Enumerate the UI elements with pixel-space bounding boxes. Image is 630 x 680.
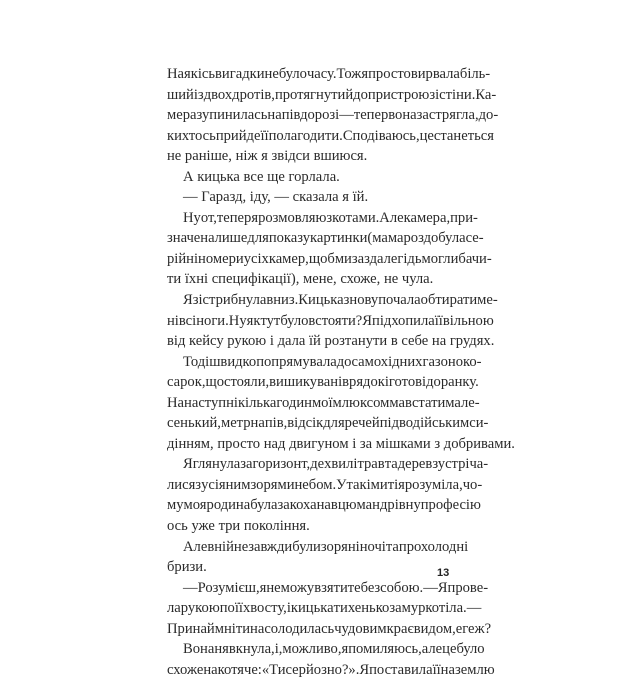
word: Сподіваюсь, [342,127,420,144]
text-line [167,249,492,270]
word: На [167,394,185,411]
word: хвилі [324,456,358,473]
word: се- [465,230,484,247]
word: вільною [442,312,494,329]
text-line [167,495,481,516]
word: от, [200,209,217,226]
word: ні [167,312,179,329]
word: ти [235,620,251,637]
word: Ну [183,209,201,226]
word: горизонт, [252,456,311,473]
word: біль- [459,66,491,82]
word: зупинилась [196,107,268,124]
word: Тоді [183,353,210,370]
word: півдорозі [281,107,340,124]
word: з [374,579,381,596]
word: камера, [403,209,451,226]
word: було [278,66,307,82]
word: зістрибнула [192,292,267,309]
word: Ка- [475,86,497,103]
word: було [456,641,485,658]
word: (мама [367,230,404,247]
word: трав [357,456,385,473]
word: прохолодні [398,538,469,555]
word: ла [167,600,181,617]
word: і, [274,641,283,658]
word: Але [379,209,404,226]
text-line [167,85,497,106]
word: не [266,579,281,596]
word: серйозно?». [285,661,360,678]
word: зоряні [320,538,360,555]
text-line [167,331,495,352]
word: це [419,127,434,144]
word: всі [178,312,197,329]
word: моя [183,497,207,514]
word: ж? [474,620,492,637]
word: в [207,538,215,555]
text-line [167,167,463,188]
word: часу. [306,66,337,82]
line-text: не раніше, ніж я звідси вшиюся. [167,148,368,165]
text-line [167,64,491,85]
word: було [280,312,309,329]
word: на [203,661,218,678]
word: пристрою [367,86,430,103]
word: наступні [184,394,238,411]
word: усіх [243,250,269,267]
word: рядок [349,374,385,391]
word: Вона [183,641,215,658]
word: швидко [209,353,257,370]
page-number: 13 [437,567,450,579]
line-text: від кейсу рукою і дала їй розтанути в себе на грудях. [167,333,495,350]
text-line [167,393,480,414]
word: можу [280,579,315,596]
word: і [384,374,389,391]
word: на [440,661,455,678]
word: де [310,456,325,473]
word: — [423,579,438,596]
word: Я [362,312,373,329]
word: зі [429,86,440,103]
word: щоб [308,250,335,267]
word: чо- [462,476,483,493]
word: ки [167,127,182,144]
word: Кицька [298,292,344,309]
word: роздобула [403,230,466,247]
word: я [361,66,369,82]
word: бачи- [458,250,492,267]
word: при- [450,209,478,226]
word: водійським [399,415,470,432]
word: Але [183,538,208,555]
word: тебе [347,579,375,596]
word: вниз. [266,292,299,309]
word: сенький, [167,415,221,432]
text-line [167,146,463,167]
word: до [336,353,352,370]
text-line [167,413,489,434]
word: ме- [477,292,498,309]
text-line [167,434,515,455]
word: її [260,127,269,144]
word: вишикувані [269,374,343,391]
word: усіяним [201,476,251,493]
word: прове- [447,579,489,596]
word: — [183,579,198,596]
word: заздалегідь [351,250,422,267]
word: розуміла, [404,476,463,493]
word: на [250,415,265,432]
text-line [167,352,482,373]
word: мале- [445,394,480,411]
word: картинки [310,230,368,247]
word: хвосту, [242,600,287,617]
word: пів, [264,415,288,432]
word: моїм [311,394,342,411]
word: з [195,476,202,493]
text-line [167,208,478,229]
word: номери [198,250,244,267]
word: Я [183,292,193,309]
word: із [193,86,204,103]
word: ший [167,86,194,103]
word: землю [454,661,495,678]
word: вигадки [215,66,265,82]
word: рійні [167,250,199,267]
line-text: бризи. [167,559,207,576]
word: тепер [216,209,252,226]
word: завжди [248,538,293,555]
word: тихенько [333,600,390,617]
word: що [205,374,225,391]
word: речей [344,415,380,432]
word: та [385,538,399,555]
text-line [167,311,494,332]
word: ній [214,538,234,555]
word: кицька [290,600,334,617]
word: не [233,538,249,555]
word: розмовляю [258,209,327,226]
word: еге [455,620,475,637]
text-line [167,598,482,619]
word: до- [478,107,499,124]
word: насолодилась [250,620,335,637]
word: прийде [215,127,261,144]
text-line [167,372,479,393]
word: собою. [380,579,424,596]
word: в [330,497,338,514]
word: камер, [268,250,309,267]
word: — [466,600,482,617]
word: була [250,497,278,514]
text-line [167,619,492,640]
word: протягнутий [274,86,354,103]
word: небом. [294,476,337,493]
word: лися [167,476,196,493]
word: полагодити. [268,127,343,144]
word: поставила [369,661,433,678]
text-line [167,269,463,290]
text-line [167,639,485,660]
word: дротів, [232,86,275,103]
word: стояли, [224,374,270,391]
book-page-text [167,64,515,680]
word: вона [388,107,417,124]
word: встояти? [308,312,363,329]
word: «Ти [261,661,286,678]
word: му [167,497,184,514]
text-line [167,475,483,496]
word: застрягла, [416,107,479,124]
text-line [167,454,489,475]
word: котяче: [217,661,262,678]
text-line [167,578,489,599]
word: під [379,415,400,432]
word: її [234,600,243,617]
word: Тож [336,66,362,82]
word: метр [220,415,251,432]
word: мандрівну [356,497,421,514]
text-line [167,557,463,578]
text-line [167,187,463,208]
word: до [426,374,441,391]
word: я [398,476,405,493]
word: чудовим [334,620,387,637]
word: стати [411,394,446,411]
word: готові [388,374,427,391]
word: тепер [353,107,389,124]
word: самохідних [351,353,423,370]
word: вирвала [410,66,460,82]
word: Я [359,661,370,678]
word: родина [206,497,251,514]
word: газоноко- [422,353,482,370]
word: на [267,107,282,124]
word: але [421,641,443,658]
word: по [219,600,235,617]
word: станеться [433,127,494,144]
text-line [167,516,463,537]
word: попрямувала [256,353,337,370]
word: можливо, [282,641,342,658]
word: У [336,476,347,493]
word: ми [334,250,352,267]
word: показу [268,230,311,247]
word: могли [421,250,459,267]
word: підхопила [372,312,435,329]
word: це [442,641,457,658]
word: дерев [397,456,433,473]
word: кілька [237,394,277,411]
word: сарок, [167,374,206,391]
word: лише [214,230,248,247]
word: професію [420,497,481,514]
word: до [353,86,368,103]
word: котами. [332,209,380,226]
word: ноги. [196,312,229,329]
word: краєвидом, [386,620,456,637]
word: зорями [250,476,295,493]
word: мав [389,394,412,411]
word: такі [346,476,371,493]
word: з [326,209,333,226]
word: Принаймні [167,620,236,637]
word: для [323,415,345,432]
line-text: ти їхні специфікації), мене, схоже, не чула. [167,271,434,288]
word: були [292,538,321,555]
word: годин [276,394,312,411]
line-text: — Гаразд, іду, — сказала я їй. [183,189,369,206]
word: — [339,107,354,124]
word: в [342,374,350,391]
word: помиляюсь, [348,641,422,658]
word: якісь [184,66,216,82]
line-text: дінням, просто над двигуном і за мішками з добривами. [167,435,515,452]
word: Я [183,456,193,473]
word: хтось [181,127,216,144]
word: та [384,456,398,473]
word: ранку. [440,374,479,391]
word: миті [370,476,399,493]
word: Ну [228,312,247,329]
word: ночі [359,538,386,555]
word: як [246,312,261,329]
word: цю [337,497,357,514]
word: нявкнула, [214,641,275,658]
word: рукою [180,600,220,617]
word: стіни. [439,86,476,103]
text-line [167,660,495,680]
word: я [341,641,349,658]
word: взяти [314,579,348,596]
word: мера [167,107,197,124]
word: значена [167,230,215,247]
word: я [259,579,267,596]
line-text: А кицька все ще горлала. [183,168,340,185]
text-line [167,290,498,311]
word: зустріча- [432,456,489,473]
word: знову [343,292,379,309]
word: Розумієш, [197,579,260,596]
word: і [286,600,291,617]
word: почала [378,292,421,309]
word: обтирати [420,292,478,309]
word: люксом [341,394,390,411]
word: її [434,312,443,329]
line-text: ось уже три покоління. [167,518,310,535]
word: не [264,66,279,82]
text-line [167,105,499,126]
word: Я [437,579,448,596]
word: На [167,66,185,82]
word: її [432,661,441,678]
word: двох [203,86,233,103]
word: глянула [192,456,241,473]
word: закохана [277,497,331,514]
word: тут [260,312,281,329]
text-line [167,126,494,147]
word: для [247,230,269,247]
word: си- [469,415,489,432]
word: відсік [287,415,324,432]
word: просто [368,66,411,82]
word: я [251,209,259,226]
word: за [240,456,253,473]
word: схоже [167,661,204,678]
text-line [167,228,484,249]
word: замуркотіла. [389,600,467,617]
text-line [167,537,469,558]
